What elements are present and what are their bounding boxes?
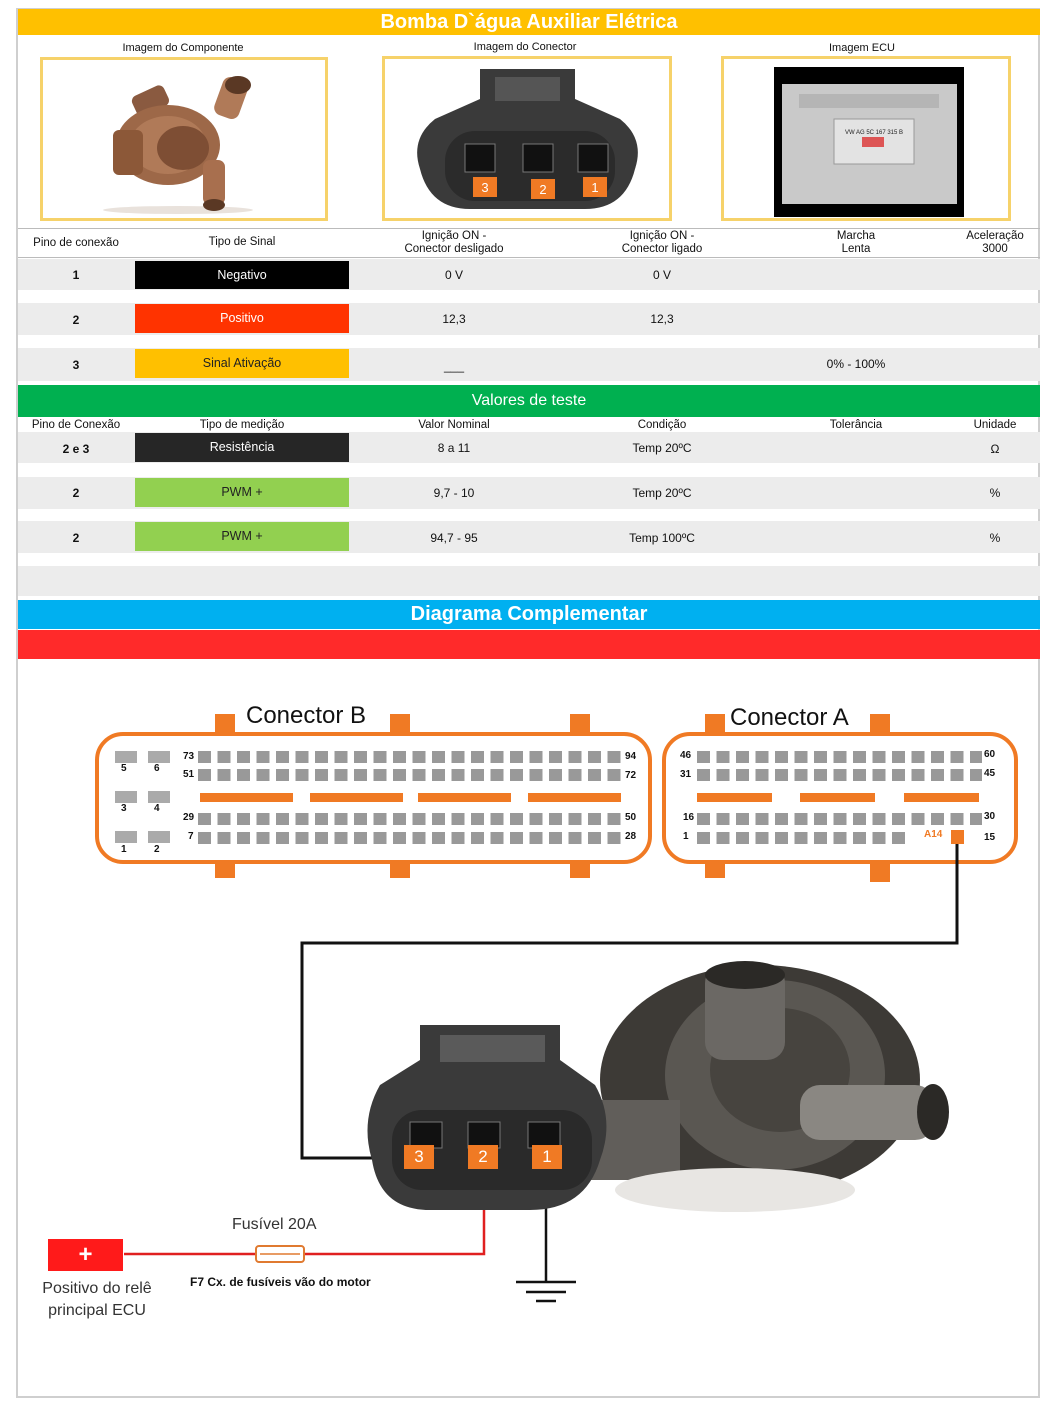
value-nominal: 9,7 - 10 [433, 486, 475, 500]
value-idle: 0% - 100% [826, 357, 886, 371]
signal-badge-sinal: Sinal Ativação [135, 349, 349, 378]
row-pin: 2 [72, 531, 80, 545]
connector-image-label: Imagem do Conector [473, 41, 577, 53]
header-signal: Tipo de Sinal [208, 236, 276, 248]
pin-label-31: 31 [680, 769, 692, 780]
pump-pin-1: 1 [542, 1147, 552, 1166]
row-pin: 2 e 3 [62, 442, 90, 456]
test-header-condition: Condição [637, 419, 687, 431]
fuse-label: Fusível 20A [232, 1216, 317, 1233]
pin-label-60: 60 [984, 749, 996, 760]
connector-pin-3: 3 [481, 180, 489, 195]
pump-pin-2: 2 [478, 1147, 488, 1166]
plus-icon: + [78, 1241, 93, 1268]
pump-illustration [590, 961, 949, 1212]
pin-label-16: 16 [683, 812, 695, 823]
pin-label-a14: A14 [924, 829, 943, 840]
pin-label-15: 15 [984, 832, 996, 843]
aux-pin-3: 3 [121, 803, 127, 814]
pin-label-50: 50 [625, 812, 637, 823]
value-on: 12,3 [650, 312, 674, 326]
pump-connector [368, 1025, 607, 1210]
test-header-tolerance: Tolerância [829, 419, 883, 431]
fuse-location: F7 Cx. de fusíveis vão do motor [190, 1275, 371, 1289]
value-condition: Temp 20ºC [632, 486, 692, 500]
row-pin: 3 [72, 358, 80, 372]
aux-pin-5: 5 [121, 763, 127, 774]
header-pin: Pino de conexão [33, 237, 119, 249]
test-header-pin: Pino de Conexão [31, 419, 121, 431]
aux-pin-4: 4 [154, 803, 160, 814]
header-ign-off: Ignição ON - Conector desligado [404, 230, 504, 255]
value-unit: % [989, 531, 1001, 545]
signal-badge-positivo: Positivo [135, 304, 349, 333]
pin-label-73: 73 [183, 751, 195, 762]
aux-pin-1: 1 [121, 844, 127, 855]
pin-label-46: 46 [680, 750, 692, 761]
value-unit: % [989, 486, 1001, 500]
measure-badge-pwm: PWM + [135, 478, 349, 507]
row-pin: 2 [72, 313, 80, 327]
value-unit: Ω [990, 442, 1000, 456]
header-ign-on: Ignição ON - Conector ligado [621, 230, 703, 255]
value-nominal: 94,7 - 95 [430, 531, 478, 545]
diagram-title: Diagrama Complementar [18, 600, 1040, 629]
header-idle: Marcha Lenta [836, 230, 876, 255]
test-header-unit: Unidade [973, 419, 1017, 431]
connector-b [97, 714, 650, 878]
pin-label-30: 30 [984, 811, 996, 822]
value-off: 0 V [444, 268, 463, 282]
aux-pin-2: 2 [154, 844, 160, 855]
pin-label-28: 28 [625, 831, 637, 842]
connector-b-title: Conector B [246, 702, 367, 729]
measure-badge-pwm: PWM + [135, 522, 349, 551]
measure-badge-resistencia: Resistência [135, 433, 349, 462]
pin-label-51: 51 [183, 769, 195, 780]
value-off: ___ [443, 359, 465, 373]
value-off: 12,3 [442, 312, 466, 326]
signal-badge-negativo: Negativo [135, 261, 349, 289]
pin-label-1: 1 [683, 831, 689, 842]
page-title: Bomba D`água Auxiliar Elétrica [18, 9, 1040, 35]
relay-label: Positivo do relê principal ECU [42, 1280, 152, 1319]
aux-pin-6: 6 [154, 763, 160, 774]
value-condition: Temp 100ºC [629, 531, 695, 545]
connector-a-title: Conector A [730, 704, 849, 731]
test-header-nominal: Valor Nominal [418, 419, 490, 431]
pin-label-72: 72 [625, 770, 637, 781]
connector-a [664, 714, 1016, 882]
pin-label-29: 29 [183, 812, 195, 823]
value-nominal: 8 a 11 [437, 441, 471, 455]
pin-label-94: 94 [625, 751, 637, 762]
test-section-title: Valores de teste [18, 385, 1040, 417]
header-accel: Aceleração 3000 [966, 230, 1024, 255]
pin-label-45: 45 [984, 768, 996, 779]
ecu-image-label: Imagem ECU [828, 42, 896, 54]
row-pin: 2 [72, 486, 80, 500]
value-condition: Temp 20ºC [632, 441, 692, 455]
pin-label-7: 7 [188, 831, 194, 842]
connector-pin-1: 1 [591, 180, 599, 195]
test-header-type: Tipo de medição [199, 419, 285, 431]
row-pin: 1 [72, 268, 80, 282]
component-image-label: Imagem do Componente [122, 42, 244, 54]
pump-pin-3: 3 [414, 1147, 424, 1166]
ecu-label-text: VW AG 5C 167 315 B [844, 130, 904, 136]
value-on: 0 V [652, 268, 671, 282]
connector-pin-2: 2 [539, 182, 547, 197]
